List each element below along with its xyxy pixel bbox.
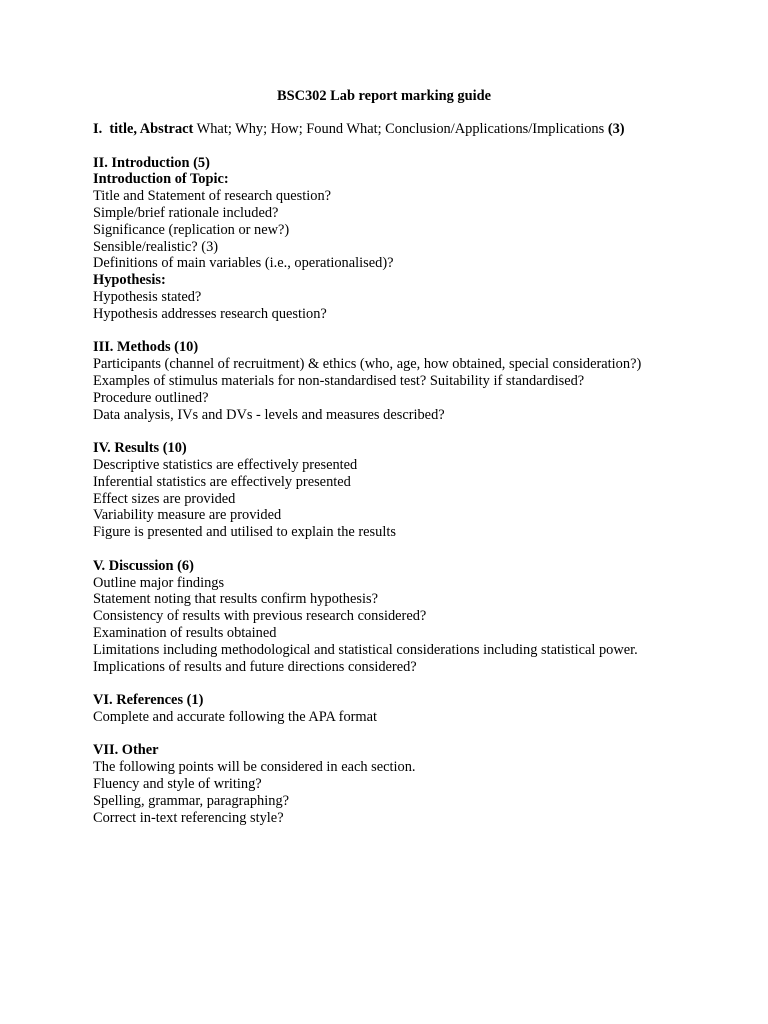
subheading-introduction-topic: Introduction of Topic: — [93, 171, 229, 188]
section-marks: (3) — [607, 121, 625, 137]
list-item: Variability measure are provided — [93, 507, 282, 524]
list-item: The following points will be considered in each section. — [93, 759, 416, 776]
list-item: Figure is presented and utilised to explain the results — [93, 524, 396, 541]
list-item: Sensible/realistic? (3) — [93, 238, 219, 255]
list-item: Spelling, grammar, paragraphing? — [93, 792, 290, 809]
section-heading: I. title, Abstract — [93, 121, 194, 137]
list-item: Significance (replication or new?) — [93, 221, 290, 238]
list-results — [93, 457, 653, 541]
section-heading-results: IV. Results (10) — [93, 440, 187, 457]
list-item: Descriptive statistics are effectively presented — [93, 456, 358, 473]
subheading-hypothesis: Hypothesis: — [93, 272, 166, 289]
list-item: Simple/brief rationale included? — [93, 204, 279, 221]
list-item: Limitations including methodological and statistical considerations including statistical power. — [93, 641, 638, 658]
list-item: Hypothesis addresses research question? — [93, 305, 327, 322]
section-title-abstract — [93, 121, 653, 138]
list-other — [93, 759, 653, 826]
list-item: Consistency of results with previous research considered? — [93, 608, 427, 625]
list-hypothesis — [93, 289, 653, 323]
list-item: Statement noting that results confirm hypothesis? — [93, 591, 378, 608]
list-item: Implications of results and future directions considered? — [93, 658, 417, 675]
list-item: Inferential statistics are effectively presented — [93, 473, 351, 490]
list-methods — [93, 356, 653, 423]
list-item: Examples of stimulus materials for non-standardised test? Suitability if standardised? — [93, 372, 585, 389]
list-introduction-topic — [93, 188, 653, 272]
list-item: Fluency and style of writing? — [93, 776, 262, 793]
section-heading-discussion: V. Discussion (6) — [93, 557, 194, 574]
section-heading-references: VI. References (1) — [93, 692, 204, 709]
document-title: BSC302 Lab report marking guide — [276, 88, 492, 104]
list-item: Participants (channel of recruitment) & ethics (who, age, how obtained, special consideration?) — [93, 356, 642, 373]
list-item: Title and Statement of research question? — [93, 188, 332, 205]
list-item: Data analysis, IVs and DVs - levels and measures described? — [93, 406, 445, 423]
section-heading-introduction: II. Introduction (5) — [93, 154, 210, 171]
list-item: Examination of results obtained — [93, 624, 277, 641]
section-text: What; Why; How; Found What; Conclusion/Applications/Implications — [193, 121, 608, 137]
list-item: Complete and accurate following the APA format — [93, 708, 378, 725]
list-item: Correct in-text referencing style? — [93, 809, 284, 826]
list-item: Effect sizes are provided — [93, 490, 236, 507]
list-item: Definitions of main variables (i.e., operationalised)? — [93, 255, 394, 272]
list-item: Outline major findings — [93, 574, 225, 591]
list-item: Procedure outlined? — [93, 389, 209, 406]
list-item: Hypothesis stated? — [93, 288, 202, 305]
section-heading-other: VII. Other — [93, 742, 159, 759]
section-heading-methods: III. Methods (10) — [93, 339, 199, 356]
document-body — [93, 121, 653, 826]
list-references — [93, 709, 653, 726]
list-discussion — [93, 575, 653, 676]
